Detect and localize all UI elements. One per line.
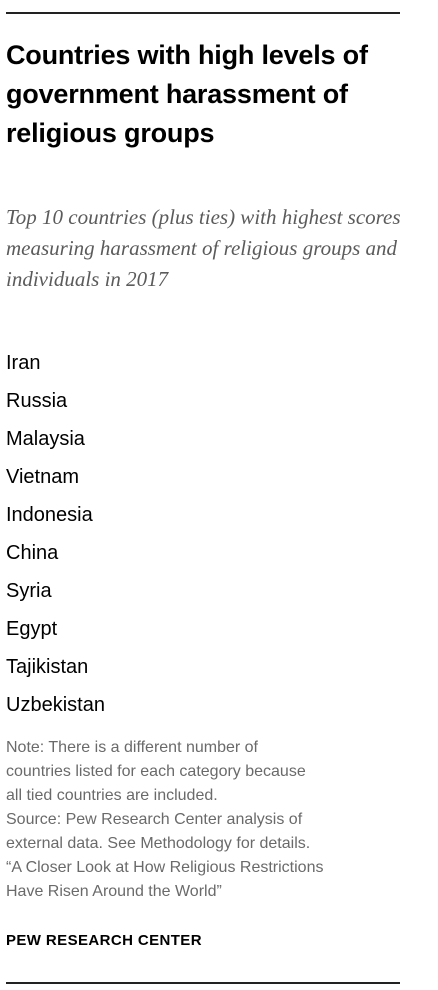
note-line: Note: There is a different number of bbox=[6, 739, 258, 756]
list-item: Malaysia bbox=[6, 428, 85, 450]
bottom-divider bbox=[6, 982, 400, 984]
top-divider bbox=[6, 12, 400, 14]
country-list bbox=[6, 344, 105, 724]
list-item: China bbox=[6, 542, 59, 564]
list-item: Iran bbox=[6, 352, 41, 374]
page-title: Countries with high levels of government harassment of religious groups bbox=[6, 40, 368, 148]
note-line: “A Closer Look at How Religious Restrictions bbox=[6, 859, 324, 876]
note-line: Source: Pew Research Center analysis of bbox=[6, 811, 303, 828]
note-line: countries listed for each category because bbox=[6, 763, 306, 780]
list-item: Egypt bbox=[6, 618, 58, 640]
list-item: Syria bbox=[6, 580, 52, 602]
list-item: Uzbekistan bbox=[6, 694, 105, 716]
list-item: Tajikistan bbox=[6, 656, 89, 678]
page-subtitle: Top 10 countries (plus ties) with highest scores measuring harassment of religious groups and individuals in 2017 bbox=[6, 205, 401, 291]
list-item: Indonesia bbox=[6, 504, 93, 526]
note-line: external data. See Methodology for details. bbox=[6, 835, 311, 852]
source-note bbox=[6, 736, 406, 904]
brand-label: PEW RESEARCH CENTER bbox=[6, 932, 202, 949]
list-item: Vietnam bbox=[6, 466, 80, 488]
list-item: Russia bbox=[6, 390, 68, 412]
note-line: Have Risen Around the World” bbox=[6, 883, 222, 900]
note-line: all tied countries are included. bbox=[6, 787, 218, 804]
